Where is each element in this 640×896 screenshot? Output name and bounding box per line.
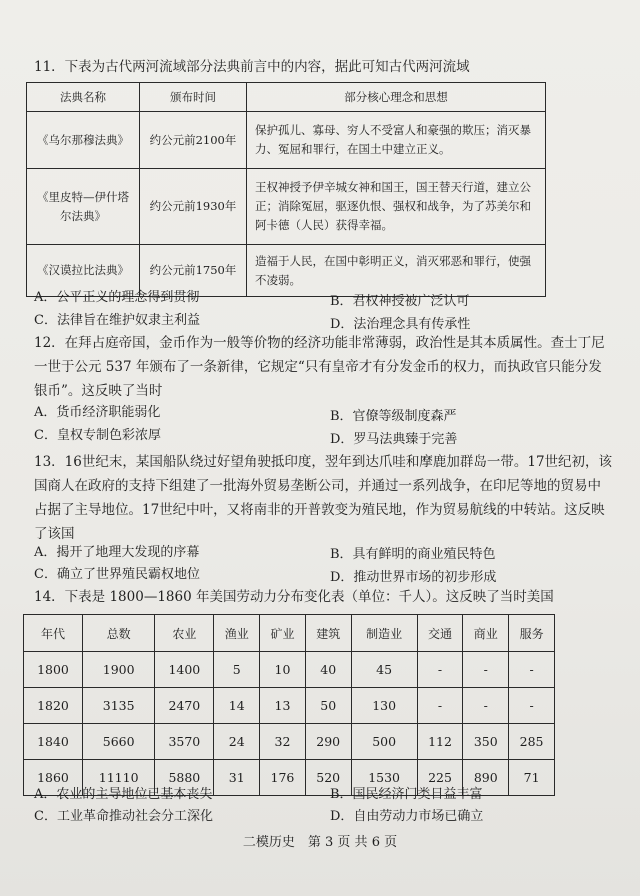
table-cell: 1400 bbox=[155, 652, 214, 688]
table-header: 农业 bbox=[155, 615, 214, 652]
table-row bbox=[24, 724, 555, 760]
table-cell: 45 bbox=[351, 652, 417, 688]
table-header: 颁布时间 bbox=[140, 83, 247, 112]
table-cell: 32 bbox=[260, 724, 306, 760]
table-header: 交通 bbox=[417, 615, 463, 652]
table-cell: 5880 bbox=[155, 760, 214, 796]
q14-option-d[interactable]: D．自由劳动力市场已确立 bbox=[330, 809, 484, 824]
q12-option-a[interactable]: A．货币经济职能弱化 bbox=[34, 405, 161, 420]
table-header: 制造业 bbox=[351, 615, 417, 652]
table-cell: 1820 bbox=[24, 688, 83, 724]
q12-option-c[interactable]: C．皇权专制色彩浓厚 bbox=[34, 428, 161, 443]
table-cell: 1900 bbox=[82, 652, 154, 688]
law-name: 《乌尔那穆法典》 bbox=[27, 112, 140, 169]
table-cell: 890 bbox=[463, 760, 509, 796]
q14-option-a[interactable]: A．农业的主导地位已基本丧失 bbox=[34, 787, 213, 802]
q11-law-table bbox=[26, 82, 546, 297]
q13-option-b[interactable]: B．具有鲜明的商业殖民特色 bbox=[330, 547, 496, 562]
table-header-row bbox=[27, 83, 546, 112]
table-cell: 50 bbox=[305, 688, 351, 724]
law-name: 《汉谟拉比法典》 bbox=[27, 245, 140, 297]
table-cell: 13 bbox=[260, 688, 306, 724]
table-header: 法典名称 bbox=[27, 83, 140, 112]
q14-option-b[interactable]: B．国民经济门类日益丰富 bbox=[330, 787, 483, 802]
table-cell: 3570 bbox=[155, 724, 214, 760]
q12-option-d[interactable]: D．罗马法典臻于完善 bbox=[330, 432, 458, 447]
q13-option-a[interactable]: A．揭开了地理大发现的序幕 bbox=[34, 545, 200, 560]
table-header-row bbox=[24, 615, 555, 652]
table-cell: 130 bbox=[351, 688, 417, 724]
table-cell: 5 bbox=[214, 652, 260, 688]
q14-stem: 14．下表是 1800—1860 年美国劳动力分布变化表（单位：千人）。这反映了当时美国 bbox=[34, 589, 554, 605]
table-header: 矿业 bbox=[260, 615, 306, 652]
q13-stem: 13．16世纪末，某国船队绕过好望角驶抵印度，翌年到达爪哇和摩鹿加群岛一带。17世纪初，该国商人在政府的支持下组建了一批海外贸易垄断公司，并通过一系列战争，在印尼等地的贸易中占据了主导地位。17世纪中叶，又将南非的开普敦变为殖民地，作为贸易航线的中转站。这反映了该国 bbox=[34, 454, 613, 542]
q11-option-a[interactable]: A．公平正义的理念得到贯彻 bbox=[34, 290, 200, 305]
table-cell: - bbox=[417, 652, 463, 688]
table-cell: 71 bbox=[509, 760, 555, 796]
law-idea: 王权神授予伊辛城女神和国王，国王替天行道，建立公正；消除冤屈，驱逐仇恨、强权和战争，为了苏美尔和阿卡德（人民）获得幸福。 bbox=[247, 169, 546, 245]
q11-option-c[interactable]: C．法律旨在维护奴隶主利益 bbox=[34, 313, 200, 328]
table-cell: 350 bbox=[463, 724, 509, 760]
table-cell: 176 bbox=[260, 760, 306, 796]
table-cell: - bbox=[463, 652, 509, 688]
q14-labor-table bbox=[23, 614, 555, 796]
table-cell: 500 bbox=[351, 724, 417, 760]
law-time: 约公元前1930年 bbox=[140, 169, 247, 245]
table-header: 年代 bbox=[24, 615, 83, 652]
table-cell: 2470 bbox=[155, 688, 214, 724]
q11-option-b[interactable]: B．君权神授被广泛认可 bbox=[330, 294, 470, 309]
q11-stem: 11．下表为古代两河流域部分法典前言中的内容，据此可知古代两河流域 bbox=[34, 59, 470, 75]
q13-option-c[interactable]: C．确立了世界殖民霸权地位 bbox=[34, 567, 200, 582]
table-header: 商业 bbox=[463, 615, 509, 652]
table-cell: - bbox=[509, 652, 555, 688]
q12-stem: 12．在拜占庭帝国，金币作为一般等价物的经济功能非常薄弱，政治性是其本质属性。查士丁尼一世于公元 537 年颁布了一条新律，它规定“只有皇帝才有分发金币的权力，而执政官只能分发银币”。这反映了当时 bbox=[34, 335, 605, 399]
table-cell: 5660 bbox=[82, 724, 154, 760]
q14-option-c[interactable]: C．工业革命推动社会分工深化 bbox=[34, 809, 213, 824]
table-cell: 1530 bbox=[351, 760, 417, 796]
law-time: 约公元前2100年 bbox=[140, 112, 247, 169]
table-cell: 24 bbox=[214, 724, 260, 760]
table-header: 渔业 bbox=[214, 615, 260, 652]
table-cell: 1840 bbox=[24, 724, 83, 760]
table-header: 建筑 bbox=[305, 615, 351, 652]
table-row bbox=[27, 169, 546, 245]
law-time: 约公元前1750年 bbox=[140, 245, 247, 297]
table-cell: 14 bbox=[214, 688, 260, 724]
table-cell: - bbox=[417, 688, 463, 724]
table-row bbox=[24, 652, 555, 688]
table-cell: 290 bbox=[305, 724, 351, 760]
law-idea: 造福于人民，在国中彰明正义，消灭邪恶和罪行，使强不凌弱。 bbox=[247, 245, 546, 297]
table-cell: 520 bbox=[305, 760, 351, 796]
table-header: 总数 bbox=[82, 615, 154, 652]
table-cell: - bbox=[509, 688, 555, 724]
table-header: 服务 bbox=[509, 615, 555, 652]
table-cell: 11110 bbox=[82, 760, 154, 796]
q11-option-d[interactable]: D．法治理念具有传承性 bbox=[330, 317, 471, 332]
table-cell: 1860 bbox=[24, 760, 83, 796]
table-cell: 31 bbox=[214, 760, 260, 796]
table-cell: 3135 bbox=[82, 688, 154, 724]
table-header: 部分核心理念和思想 bbox=[247, 83, 546, 112]
law-name: 《里皮特—伊什塔尔法典》 bbox=[27, 169, 140, 245]
table-row bbox=[27, 112, 546, 169]
q13-option-d[interactable]: D．推动世界市场的初步形成 bbox=[330, 570, 497, 585]
law-idea: 保护孤儿、寡母、穷人不受富人和豪强的欺压；消灭暴力、冤屈和罪行，在国土中建立正义。 bbox=[247, 112, 546, 169]
q12-option-b[interactable]: B．官僚等级制度森严 bbox=[330, 409, 457, 424]
table-cell: 225 bbox=[417, 760, 463, 796]
page-footer: 二模历史 第 3 页 共 6 页 bbox=[242, 835, 398, 850]
table-row bbox=[24, 688, 555, 724]
table-cell: - bbox=[463, 688, 509, 724]
table-cell: 10 bbox=[260, 652, 306, 688]
table-cell: 40 bbox=[305, 652, 351, 688]
table-cell: 112 bbox=[417, 724, 463, 760]
table-cell: 285 bbox=[509, 724, 555, 760]
table-cell: 1800 bbox=[24, 652, 83, 688]
